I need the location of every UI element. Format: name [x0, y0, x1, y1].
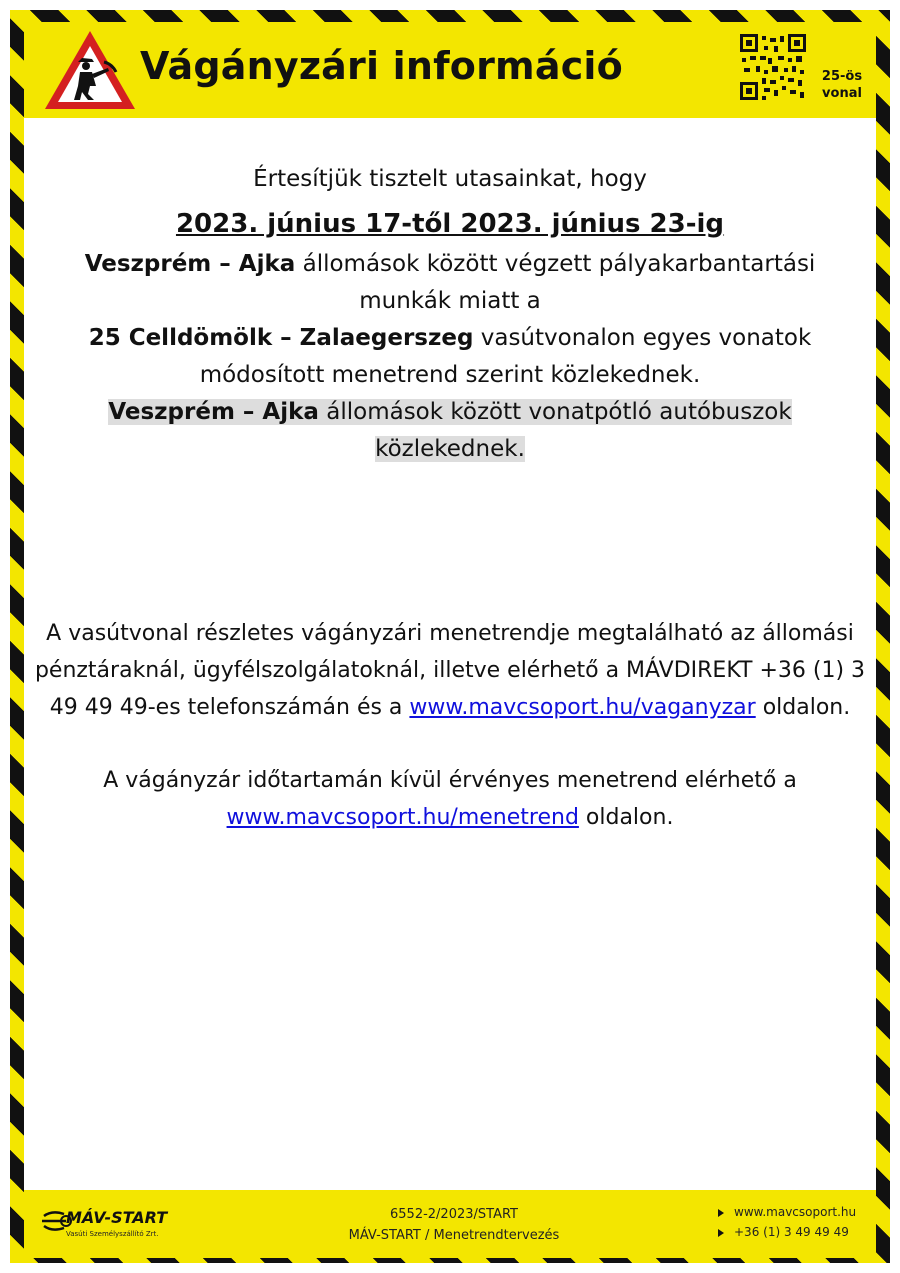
menetrend-link[interactable]: www.mavcsoport.hu/menetrend	[226, 805, 579, 830]
line-number-label: 25-ös vonal	[821, 69, 863, 101]
vaganyzar-link[interactable]: www.mavcsoport.hu/vaganyzar	[409, 695, 756, 720]
reference-department: MÁV-START / Menetrendtervezés	[348, 1228, 560, 1243]
phone-contact[interactable]: +36 (1) 3 49 49 49	[718, 1222, 856, 1242]
arrow-right-icon	[718, 1209, 724, 1217]
info-block	[30, 615, 870, 836]
qr-code-icon	[740, 34, 806, 100]
notice-block	[40, 140, 860, 468]
contact-list	[718, 1202, 856, 1242]
notice-sentence-1: Veszprém – Ajka állomások között végzett pályakarbantartási munkák miatt a	[84, 251, 816, 314]
mav-start-logo	[42, 1208, 182, 1248]
document-reference	[324, 1204, 584, 1246]
notice-intro: Értesítjük tisztelt utasainkat, hogy	[253, 166, 647, 192]
date-range: 2023. június 17-től 2023. június 23-ig	[175, 209, 725, 239]
website-contact[interactable]: www.mavcsoport.hu	[718, 1202, 856, 1222]
arrow-right-icon	[718, 1229, 724, 1237]
bus-replacement-highlight: Veszprém – Ajka állomások között vonatpótló autóbuszok közlekednek.	[108, 399, 792, 462]
footer-bar	[24, 1190, 876, 1258]
reference-number: 6552-2/2023/START	[390, 1207, 518, 1222]
notice-sentence-2: 25 Celldömölk – Zalaegerszeg vasútvonalon egyes vonatok módosított menetrend szerint közlekednek.	[88, 325, 812, 388]
notice-sentence-3	[40, 394, 860, 468]
header-bar	[24, 22, 876, 118]
info-paragraph-regular: A vágányzár időtartamán kívül érvényes menetrend elérhető a www.mavcsoport.hu/menetrend oldalon.	[103, 768, 797, 830]
info-paragraph-timetable: A vasútvonal részletes vágányzári menetrendje megtalálható az állomási pénztáraknál, ügyfélszolgálatoknál, illetve elérhető a MÁVDIREKT +36 (1) 3 49 49 49-es telefonszámán és a www.mavcsoport.hu/vaganyzar oldalon.	[34, 621, 866, 720]
page-title: Vágányzári információ	[140, 44, 623, 88]
roadwork-worker-warning-icon	[42, 28, 138, 112]
logo-subtitle: Vasúti Személyszállító Zrt.	[66, 1230, 159, 1238]
logo-name: MÁV-START	[66, 1208, 168, 1227]
